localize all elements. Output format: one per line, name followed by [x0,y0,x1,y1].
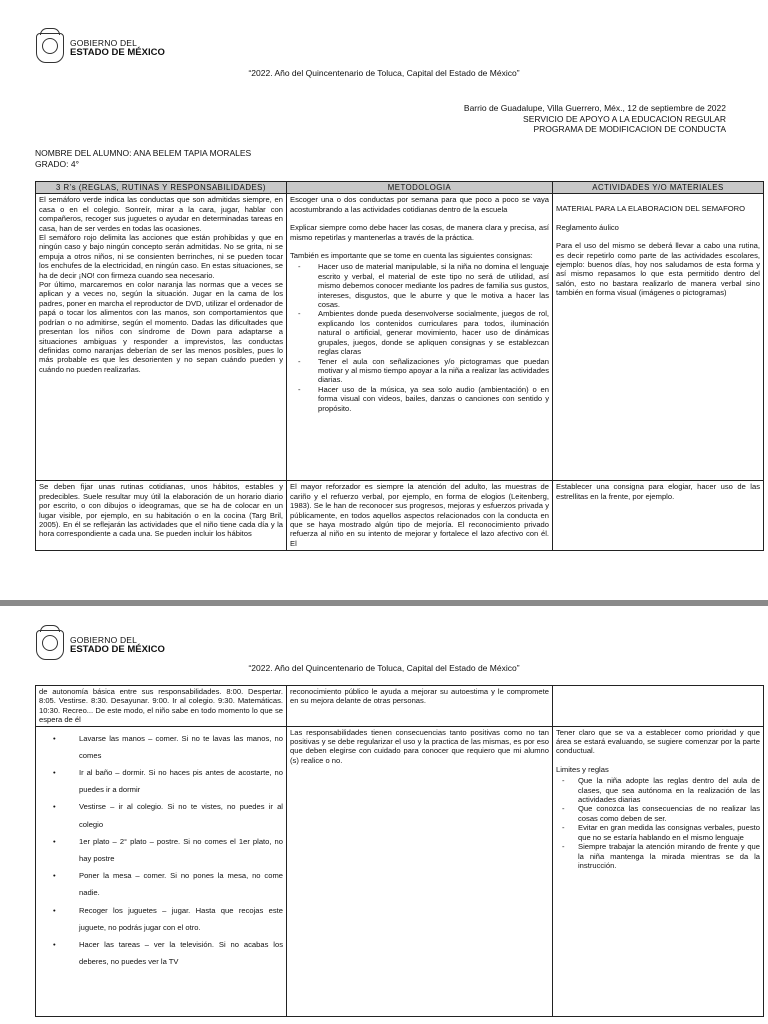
logo-line-2: ESTADO DE MÉXICO [70,47,165,58]
table-row [36,194,764,481]
list-item: - Siempre trabajar la atención mirando de frente y que la niña mantenga la mirada mientras se da la instrucción. [562,842,760,870]
program-table [35,181,764,551]
motto-text: “2022. Año del Quincentenario de Toluca, Capital del Estado de México” [248,68,520,78]
methodology-cell [287,194,553,481]
routines-list [39,730,283,971]
motto-text: “2022. Año del Quincentenario de Toluca, Capital del Estado de México” [248,663,520,673]
student-grade: GRADO: 4° [35,158,80,169]
list-item: - Que la niña adopte las reglas dentro del aula de clases, que sea autónoma en la realización de las actividades diarias [562,776,760,804]
limits-list [556,776,760,870]
material-title: MATERIAL PARA LA ELABORACION DEL SEMAFORO [556,204,746,214]
methodology-paragraph: También es importante que se tome en cuenta las siguientes consignas: [290,251,533,261]
rules-cell [36,194,287,481]
program-table-continued [35,685,764,1017]
material-subtitle: Reglamento áulico [556,222,619,232]
table-row [36,481,764,551]
table-row [36,726,764,1016]
activities-cell [553,194,764,481]
table-row [36,686,764,727]
activities-cell [553,726,764,1016]
green-light-paragraph: El semáforo verde indica las conductas que son admitidas siempre, en casa o en el colegio. Sonreír, mirar a la cara, jugar, hablar con compañeros, recoger sus juguetes o ayudar en determinadas tareas en casa, han de ser verdes en todas las ocasiones. [39,195,283,233]
table-header-row [36,182,764,194]
list-item: - Evitar en gran medida las consignas verbales, puesto que no se estaría hablando en el mismo lenguaje [562,823,760,842]
red-light-paragraph: El semáforo rojo delimita las acciones que están prohibidas y que en ningún caso y bajo ningún concepto serán admitidas. No se grita, ni se empuja a otros niños, ni se consienten berrinches, ni se pueden tocar los enchufes de la electricidad, en ningún caso. En estas situaciones, se ha de decir ¡NO! con firmeza cuando sea necesario. [39,233,283,280]
state-seal-icon [36,33,64,63]
rules-cell: Se deben fijar unas rutinas cotidianas, unos hábitos, estables y predecibles. Suele resultar muy útil la elaboración de un horario diario por escrito, o con dibujos o ideogramas, que se ha de colocar en un lugar visible, por ejemplo, en su habitación o en la cocina (Targ Bril, 2005). En él se reflejarán las actividades que el niño tiene cada día y la hora correspondiente a cada una. Se pueden incluir los hábitos [36,481,287,551]
consignas-list [290,262,549,413]
government-logo [36,33,165,63]
list-item: - Hacer uso de la música, ya sea solo audio (ambientación) o en forma visual con videos, bailes, danzas o canciones con sentido y propósito. [298,385,549,413]
document-page-2 [0,606,768,1024]
limits-subtitle: Limites y reglas [556,764,609,774]
list-item: • Lavarse las manos – comer. Si no te lavas las manos, no comes [39,730,283,764]
student-info [35,148,251,169]
service-name: SERVICIO DE APOYO A LA EDUCACION REGULAR [523,113,726,124]
list-item: • Hacer las tareas – ver la televisión. Si no acabas los deberes, no puedes ver la TV [39,936,283,970]
list-item: • Poner la mesa – comer. Si no pones la mesa, no come nadie. [39,867,283,901]
methodology-cell: Las responsabilidades tienen consecuencias tanto positivas como no tan positivas y se debe regularizar el uso y la practica de las mismas, es por eso que deben elegirse con cuidado para conocer que requiero que mi alumno (s) realice o no. [287,726,553,1016]
header-methodology: METODOLOGIA [287,182,553,194]
header-block [464,103,726,135]
government-logo [36,630,165,660]
list-item: • Vestirse – ir al colegio. Si no te vistes, no puedes ir al colegio [39,798,283,832]
logo-line-2: ESTADO DE MÉXICO [70,644,165,655]
place-date: Barrio de Guadalupe, Villa Guerrero, Méx., 12 de septiembre de 2022 [463,103,726,113]
orange-light-paragraph: Por último, marcaremos en color naranja las normas que a veces se aplican y a veces no, según la situación. Jugar en la cama de los padres, poner en marcha el reproductor de DVD, utilizar el ordenador de papá o tocar los alimentos con las manos, son comportamientos que podrían o no admitirse, según el momento. Dadas las dificultades que presentan los niños con síndrome de Down para adaptarse a situaciones ambiguas y responder a imprevistos, las conductas definidas como naranjas deberían de ser las menos posibles, pues lo más probable es que les desorienten y no sepan cuándo pueden y cuándo no pueden realizarlas. [39,280,283,374]
rules-cell [36,726,287,1016]
program-name: PROGRAMA DE MODIFICACION DE CONDUCTA [533,124,726,134]
methodology-cell: El mayor reforzador es siempre la atención del adulto, las muestras de cariño y el refuerzo verbal, por ejemplo, en forma de elogios (Leitenberg, 1983). Se le han de reconocer sus progresos, mejoras y esfuerzos privada y públicamente, en todos aquellos aspectos relacionados con la conducta en que se haya mostrado algún tipo de mejoría. El reconocimiento privado refuerza al niño en su intento de mejorar y fortalece el lazo afectivo con él. El [287,481,553,551]
logo-line-1: GOBIERNO DEL [70,38,138,48]
methodology-cell: reconocimiento público le ayuda a mejorar su autoestima y le compromete en su mejora delante de otras personas. [287,686,553,727]
activities-cell [553,686,764,727]
list-item: - Tener el aula con señalizaciones y/o pictogramas que puedan motivar y al mismo tiempo apoyar a la niña a realizar las actividades diarias. [298,357,549,385]
list-item: - Hacer uso de material manipulable, si la niña no domina el lenguaje escrito y verbal, el material de este tipo no será de utilidad, así mismo debemos conocer mediante los padres de familia sus gustos, intereses, disgustos, que le aburre y que le motiva a hacer las cosas. [298,262,549,309]
methodology-paragraph: Escoger una o dos conductas por semana para que poco a poco se vaya acostumbrando a las actividades cotidianas dentro de la escuela [290,195,549,214]
header-rules: 3 R’s (REGLAS, RUTINAS Y RESPONSABILIDADES) [36,182,287,194]
rules-cell: de autonomía básica entre sus responsabilidades. 8:00. Despertar. 8:05. Vestirse. 8:30. Desayunar. 9:00. Ir al colegio. 9:30. Matemáticas. 10:30. Recreo... De este modo, el niño sabe en todo momento lo que se espera de él [36,686,287,727]
list-item: - Que conozca las consecuencias de no realizar las cosas como deben de ser. [562,804,760,823]
methodology-paragraph: Explicar siempre como debe hacer las cosas, de manera clara y precisa, así mismo repetirlas y mantenerlas a través de la práctica. [290,223,549,242]
student-name: NOMBRE DEL ALUMNO: ANA BELEM TAPIA MORALES [35,148,252,158]
priority-paragraph: Tener claro que se va a establecer como prioridad y que área se estará evaluando, se sugiere comenzar por la parte conductual. [556,727,760,756]
list-item: • Ir al baño – dormir. Si no haces pis antes de acostarte, no puedes ir a dormir [39,764,283,798]
state-seal-icon [36,630,64,660]
activities-cell: Establecer una consigna para elogiar, hacer uso de las estrellitas en la frente, por ejemplo. [553,481,764,551]
list-item: • 1er plato – 2° plato – postre. Si no comes el 1er plato, no hay postre [39,833,283,867]
logo-line-1: GOBIERNO DEL [70,635,138,645]
material-description: Para el uso del mismo se deberá llevar a cabo una rutina, es decir repetirlo como parte de las actividades escolares, ejemplo: buenos días, hoy nos saludamos de esta forma y así mismo repasamos lo que esta permitido dentro del salón, esto no bastara realizarlo de manera verbal sino también en forma visual (imágenes o pictogramas) [556,241,760,298]
header-activities: ACTIVIDADES Y/O MATERIALES [553,182,764,194]
list-item: • Recoger los juguetes – jugar. Hasta que recojas este juguete, no podrás jugar con el otro. [39,902,283,936]
list-item: - Ambientes donde pueda desenvolverse socialmente, juegos de rol, explicando los contenidos curriculares para todos, iluminación natural o artificial, generar movimiento, hacer uso de dinámicas grupales, juegos, donde se apliquen consignas y se establezcan reglas claras [298,309,549,356]
